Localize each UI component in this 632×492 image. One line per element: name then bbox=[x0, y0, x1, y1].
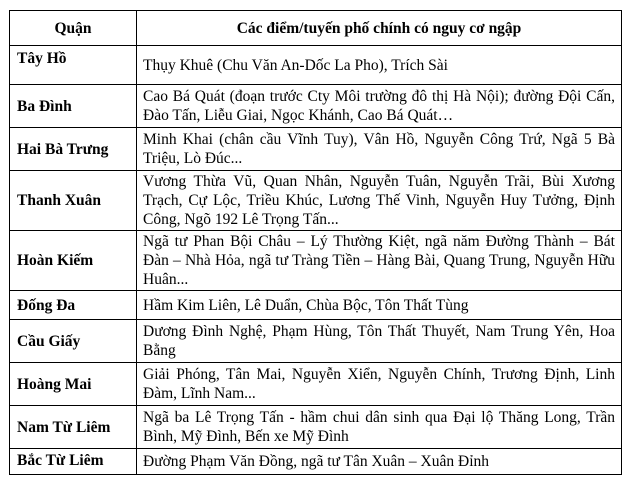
table-row bbox=[10, 406, 622, 449]
flood-risk-table bbox=[9, 10, 622, 475]
streets-cell: Thụy Khuê (Chu Văn An-Dốc La Pho), Trích Sài bbox=[137, 46, 622, 85]
header-streets: Các điểm/tuyến phố chính có nguy cơ ngập bbox=[137, 11, 622, 46]
streets-cell: Dương Đình Nghệ, Phạm Hùng, Tôn Thất Thuyết, Nam Trung Yên, Hoa Bằng bbox=[137, 320, 622, 363]
streets-cell: Đường Phạm Văn Đồng, ngã tư Tân Xuân – Xuân Đỉnh bbox=[137, 449, 622, 475]
table-header-row bbox=[10, 11, 622, 46]
table-row bbox=[10, 171, 622, 231]
table-row bbox=[10, 128, 622, 171]
district-cell: Hoàng Mai bbox=[10, 363, 137, 406]
district-cell: Tây Hồ bbox=[10, 46, 137, 85]
district-cell: Nam Từ Liêm bbox=[10, 406, 137, 449]
district-cell: Thanh Xuân bbox=[10, 171, 137, 231]
table-row bbox=[10, 85, 622, 128]
table-row bbox=[10, 291, 622, 320]
district-cell: Hoàn Kiếm bbox=[10, 231, 137, 291]
district-cell: Cầu Giấy bbox=[10, 320, 137, 363]
district-cell: Ba Đình bbox=[10, 85, 137, 128]
table-row bbox=[10, 363, 622, 406]
table-row bbox=[10, 320, 622, 363]
streets-cell: Minh Khai (chân cầu Vĩnh Tuy), Vân Hồ, Nguyễn Công Trứ, Ngã 5 Bà Triệu, Lò Đúc... bbox=[137, 128, 622, 171]
streets-cell: Cao Bá Quát (đoạn trước Cty Môi trường đô thị Hà Nội); đường Đội Cấn, Đào Tấn, Liễu Giai, Ngọc Khánh, Cao Bá Quát… bbox=[137, 85, 622, 128]
streets-cell: Giải Phóng, Tân Mai, Nguyễn Xiển, Nguyễn Chính, Trương Định, Linh Đàm, Lĩnh Nam... bbox=[137, 363, 622, 406]
streets-cell: Ngã ba Lê Trọng Tấn - hầm chui dân sinh qua Đại lộ Thăng Long, Trần Bình, Mỹ Đình, Bến xe Mỹ Đình bbox=[137, 406, 622, 449]
header-district: Quận bbox=[10, 11, 137, 46]
table-row bbox=[10, 231, 622, 291]
table-row bbox=[10, 449, 622, 475]
streets-cell: Vương Thừa Vũ, Quan Nhân, Nguyễn Tuân, Nguyễn Trãi, Bùi Xương Trạch, Cự Lộc, Triều Khúc, Lương Thế Vinh, Nguyễn Huy Tưởng, Định Công, Ngõ 192 Lê Trọng Tấn... bbox=[137, 171, 622, 231]
district-cell: Đống Đa bbox=[10, 291, 137, 320]
streets-cell: Hầm Kim Liên, Lê Duẩn, Chùa Bộc, Tôn Thất Tùng bbox=[137, 291, 622, 320]
district-cell: Hai Bà Trưng bbox=[10, 128, 137, 171]
table-row bbox=[10, 46, 622, 85]
district-cell: Bắc Từ Liêm bbox=[10, 449, 137, 475]
streets-cell: Ngã tư Phan Bội Châu – Lý Thường Kiệt, ngã năm Đường Thành – Bát Đàn – Nhà Hỏa, ngã tư Tràng Tiền – Hàng Bài, Quang Trung, Nguyễn Hữu Huân... bbox=[137, 231, 622, 291]
